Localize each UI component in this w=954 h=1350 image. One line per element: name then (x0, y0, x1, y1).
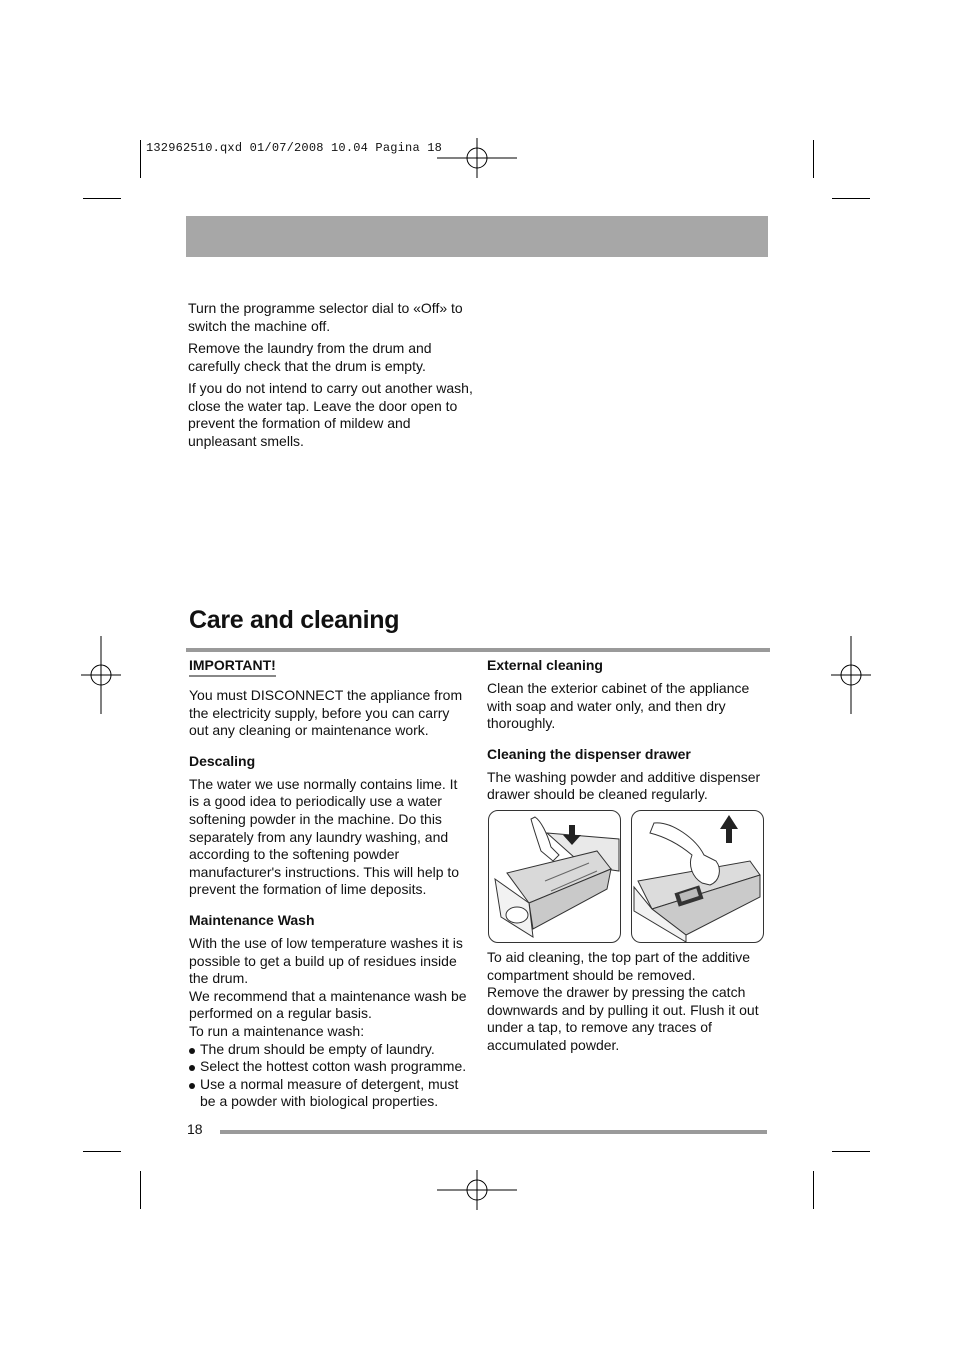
header-band (186, 216, 768, 257)
external-block (487, 656, 769, 733)
dispenser-block (487, 745, 769, 1055)
bullet-item: Select the hottest cotton wash programme. (189, 1058, 471, 1076)
section-rule (186, 648, 770, 652)
maintenance-paragraph: To run a maintenance wash: (189, 1022, 365, 1039)
crop-mark (140, 140, 141, 178)
drawer-press-drawing (489, 811, 620, 942)
crop-mark (813, 1171, 814, 1209)
registration-mark-icon (437, 1170, 517, 1210)
registration-mark-icon (437, 138, 517, 178)
crop-mark (83, 1151, 121, 1152)
descaling-text: The water we use normally contains lime. It is a good idea to periodically use a water softening powder in the machine. Do this separately from any laundry washing, and according to the softening powder manufacturer's instructions. This will help to prevent the formation of lime deposits. (189, 775, 460, 898)
footer-rule (220, 1130, 767, 1134)
dispenser-heading: Cleaning the dispenser drawer (487, 745, 691, 762)
bullet-item: Use a normal measure of detergent, must be a powder with biological properties. (189, 1076, 471, 1111)
crop-mark (832, 198, 870, 199)
dispenser-text: The washing powder and additive dispenser drawer should be cleaned regularly. (487, 768, 761, 803)
external-text: Clean the exterior cabinet of the appliance with soap and water only, and then dry thoroughly. (487, 680, 750, 732)
important-text: You must DISCONNECT the appliance from the electricity supply, before you can carry out any cleaning or maintenance work. (189, 687, 463, 739)
dispenser-illustrations (488, 810, 769, 943)
crop-mark (813, 140, 814, 178)
maintenance-paragraph: We recommend that a maintenance wash be performed on a regular basis. (189, 987, 467, 1022)
registration-mark-icon (831, 636, 871, 714)
right-column (487, 656, 769, 1065)
important-heading: IMPORTANT! (189, 656, 276, 677)
important-block (189, 656, 471, 740)
bullet-item: The drum should be empty of laundry. (189, 1041, 471, 1059)
drawer-lift-illustration (631, 810, 764, 943)
left-column (189, 656, 471, 1121)
file-slug: 132962510.qxd 01/07/2008 10.04 Pagina 18 (146, 141, 443, 155)
crop-mark (83, 198, 121, 199)
maintenance-block (189, 911, 471, 1111)
maintenance-paragraph: With the use of low temperature washes it is possible to get a build up of residues inside the drum. (189, 934, 463, 987)
drawer-lift-drawing (632, 811, 763, 942)
intro-text (188, 300, 473, 455)
intro-paragraph: If you do not intend to carry out another wash, close the water tap. Leave the door open to prevent the formation of mildew and unpleasant smells. (188, 380, 473, 449)
drawer-press-illustration (488, 810, 621, 943)
dispenser-instructions: Remove the drawer by pressing the catch downwards and by pulling it out. Flush it out under a tap, to remove any traces of accumulated powder. (487, 984, 759, 1053)
maintenance-bullets (189, 1041, 471, 1111)
crop-mark (140, 1171, 141, 1209)
descaling-heading: Descaling (189, 752, 256, 769)
intro-paragraph: Remove the laundry from the drum and carefully check that the drum is empty. (188, 340, 432, 374)
registration-mark-icon (81, 636, 121, 714)
intro-paragraph: Turn the programme selector dial to «Off» to switch the machine off. (188, 300, 463, 334)
external-heading: External cleaning (487, 657, 603, 673)
dispenser-instructions: To aid cleaning, the top part of the additive compartment should be removed. (487, 948, 751, 983)
crop-mark (832, 1151, 870, 1152)
descaling-block (189, 752, 471, 899)
maintenance-heading: Maintenance Wash (189, 911, 315, 928)
page-number: 18 (187, 1121, 203, 1137)
section-title: Care and cleaning (189, 606, 400, 634)
